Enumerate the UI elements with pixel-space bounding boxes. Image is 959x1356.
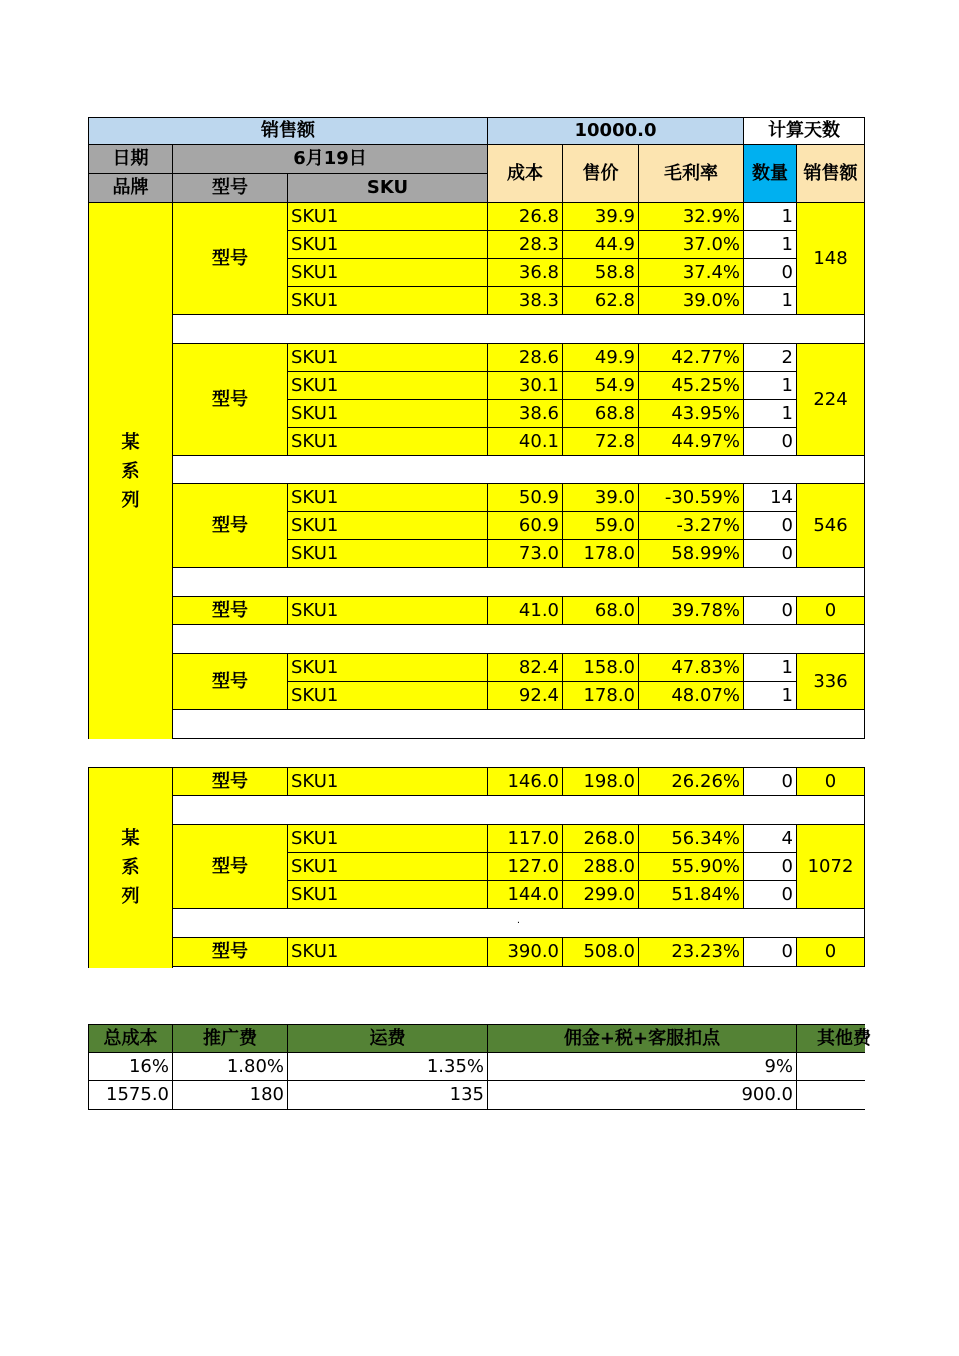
group-sales-cell: 0: [797, 938, 865, 967]
qty-cell[interactable]: 0: [744, 597, 797, 625]
calc-days-header: 计算天数: [744, 117, 865, 145]
margin-cell: -3.27%: [639, 512, 744, 540]
spacer-row: [173, 909, 865, 938]
sku-cell: SKU1: [288, 231, 488, 259]
cost-cell: 41.0: [488, 597, 563, 625]
price-cell: 198.0: [563, 768, 639, 796]
qty-cell[interactable]: 1: [744, 231, 797, 259]
spacer-row: [173, 710, 865, 739]
group-sales-cell: 0: [797, 597, 865, 625]
model-cell: 型号: [173, 768, 288, 796]
qty-cell[interactable]: 1: [744, 287, 797, 315]
cost-cell: 146.0: [488, 768, 563, 796]
cost-cell: 390.0: [488, 938, 563, 967]
summary-rate-cell[interactable]: [797, 1053, 865, 1081]
margin-cell: 43.95%: [639, 400, 744, 428]
group-sales-cell: 224: [797, 344, 865, 456]
qty-cell[interactable]: 14: [744, 484, 797, 512]
summary-rate-cell[interactable]: 1.35%: [288, 1053, 488, 1081]
cost-cell: 73.0: [488, 540, 563, 568]
price-cell: 72.8: [563, 428, 639, 456]
spacer-row: [173, 456, 865, 484]
cost-cell: 30.1: [488, 372, 563, 400]
price-cell: 158.0: [563, 654, 639, 682]
price-cell: 68.0: [563, 597, 639, 625]
spacer-row: [173, 796, 865, 825]
qty-cell[interactable]: 0: [744, 853, 797, 881]
price-cell: 39.0: [563, 484, 639, 512]
sku-cell: SKU1: [288, 597, 488, 625]
price-cell: 299.0: [563, 881, 639, 909]
cost-cell: 28.6: [488, 344, 563, 372]
date-value: 6月19日: [173, 145, 488, 174]
sales-column-header: 销售额: [797, 145, 865, 203]
sku-cell: SKU1: [288, 654, 488, 682]
cost-cell: 28.3: [488, 231, 563, 259]
group-sales-cell: 1072: [797, 825, 865, 909]
qty-cell[interactable]: 0: [744, 428, 797, 456]
price-cell: 44.9: [563, 231, 639, 259]
summary-header-shipping: 运费: [288, 1024, 488, 1053]
price-cell: 178.0: [563, 540, 639, 568]
model-header: 型号: [173, 174, 288, 203]
price-cell: 178.0: [563, 682, 639, 710]
margin-cell: 58.99%: [639, 540, 744, 568]
model-cell: 型号: [173, 654, 288, 710]
sku-cell: SKU1: [288, 484, 488, 512]
summary-header-promotion: 推广费: [173, 1024, 288, 1053]
sku-cell: SKU1: [288, 825, 488, 853]
sku-cell: SKU1: [288, 344, 488, 372]
model-cell: 型号: [173, 597, 288, 625]
cost-cell: 82.4: [488, 654, 563, 682]
group-sales-cell: 0: [797, 768, 865, 796]
summary-amount-cell: 1575.0: [88, 1081, 173, 1110]
margin-cell: 39.0%: [639, 287, 744, 315]
group-sales-cell: 336: [797, 654, 865, 710]
cost-cell: 144.0: [488, 881, 563, 909]
cost-cell: 38.6: [488, 400, 563, 428]
price-cell: 39.9: [563, 203, 639, 231]
cost-header: 成本: [488, 145, 563, 203]
margin-cell: 32.9%: [639, 203, 744, 231]
model-cell: 型号: [173, 203, 288, 315]
price-cell: 508.0: [563, 938, 639, 967]
qty-cell[interactable]: 1: [744, 682, 797, 710]
summary-rate-cell[interactable]: 9%: [488, 1053, 797, 1081]
model-cell: 型号: [173, 825, 288, 909]
spacer-row: [173, 625, 865, 654]
price-cell: 68.8: [563, 400, 639, 428]
group-sales-cell: 546: [797, 484, 865, 568]
sku-cell: SKU1: [288, 428, 488, 456]
model-cell: 型号: [173, 484, 288, 568]
sku-cell: SKU1: [288, 287, 488, 315]
margin-cell: 23.23%: [639, 938, 744, 967]
margin-cell: 51.84%: [639, 881, 744, 909]
qty-cell[interactable]: 4: [744, 825, 797, 853]
margin-cell: 47.83%: [639, 654, 744, 682]
margin-cell: 26.26%: [639, 768, 744, 796]
brand-char: 列: [121, 886, 140, 907]
cost-cell: 127.0: [488, 853, 563, 881]
sku-cell: SKU1: [288, 540, 488, 568]
summary-amount-cell: [797, 1081, 865, 1110]
model-cell: 型号: [173, 938, 288, 967]
summary-header-total-cost: 总成本: [88, 1024, 173, 1053]
cost-cell: 26.8: [488, 203, 563, 231]
qty-cell[interactable]: 2: [744, 344, 797, 372]
date-label: 日期: [88, 145, 173, 174]
price-cell: 54.9: [563, 372, 639, 400]
price-cell: 59.0: [563, 512, 639, 540]
sku-cell: SKU1: [288, 881, 488, 909]
margin-cell: 55.90%: [639, 853, 744, 881]
margin-cell: 44.97%: [639, 428, 744, 456]
model-cell: 型号: [173, 344, 288, 456]
price-cell: 288.0: [563, 853, 639, 881]
price-cell: 58.8: [563, 259, 639, 287]
spacer-row: [173, 315, 865, 344]
qty-cell[interactable]: 0: [744, 938, 797, 967]
sku-header: SKU: [288, 174, 488, 203]
price-cell: 268.0: [563, 825, 639, 853]
brand-char: 列: [121, 489, 140, 511]
summary-amount-cell: 180: [173, 1081, 288, 1110]
margin-cell: 48.07%: [639, 682, 744, 710]
qty-cell[interactable]: 1: [744, 372, 797, 400]
sku-cell: SKU1: [288, 853, 488, 881]
sku-cell: SKU1: [288, 372, 488, 400]
margin-cell: 39.78%: [639, 597, 744, 625]
brand-series-cell: [88, 203, 173, 739]
summary-rate-cell[interactable]: 16%: [88, 1053, 173, 1081]
qty-cell[interactable]: 0: [744, 512, 797, 540]
qty-cell[interactable]: 1: [744, 203, 797, 231]
qty-cell[interactable]: 0: [744, 881, 797, 909]
price-cell: 62.8: [563, 287, 639, 315]
brand-char: 某: [121, 828, 140, 849]
spacer-row: [173, 568, 865, 597]
margin-cell: 45.25%: [639, 372, 744, 400]
margin-cell: 37.4%: [639, 259, 744, 287]
sku-cell: SKU1: [288, 512, 488, 540]
cost-cell: 36.8: [488, 259, 563, 287]
sales-label-header: 销售额: [88, 117, 488, 145]
margin-header: 毛利率: [639, 145, 744, 203]
price-cell: 49.9: [563, 344, 639, 372]
sku-cell: SKU1: [288, 768, 488, 796]
summary-header-other: 其他费: [797, 1024, 865, 1053]
brand-char: 某: [121, 431, 140, 453]
qty-cell[interactable]: 1: [744, 400, 797, 428]
margin-cell: 56.34%: [639, 825, 744, 853]
brand-series-cell: [88, 767, 173, 968]
qty-cell[interactable]: 0: [744, 768, 797, 796]
cost-cell: 40.1: [488, 428, 563, 456]
summary-header-commission: 佣金+税+客服扣点: [488, 1024, 797, 1053]
qty-header: 数量: [744, 145, 797, 203]
summary-amount-cell: 135: [288, 1081, 488, 1110]
cost-cell: 92.4: [488, 682, 563, 710]
brand-header: 品牌: [88, 174, 173, 203]
sku-cell: SKU1: [288, 259, 488, 287]
margin-cell: 42.77%: [639, 344, 744, 372]
summary-rate-cell[interactable]: 1.80%: [173, 1053, 288, 1081]
sales-total-value: 10000.0: [488, 117, 744, 145]
cost-cell: 50.9: [488, 484, 563, 512]
sku-cell: SKU1: [288, 682, 488, 710]
qty-cell[interactable]: 0: [744, 540, 797, 568]
sku-cell: SKU1: [288, 203, 488, 231]
qty-cell[interactable]: 0: [744, 259, 797, 287]
summary-amount-cell: 900.0: [488, 1081, 797, 1110]
group-sales-cell: 148: [797, 203, 865, 315]
brand-char: 系: [121, 857, 140, 878]
sku-cell: SKU1: [288, 938, 488, 967]
margin-cell: -30.59%: [639, 484, 744, 512]
sku-cell: SKU1: [288, 400, 488, 428]
cost-cell: 60.9: [488, 512, 563, 540]
cost-cell: 38.3: [488, 287, 563, 315]
margin-cell: 37.0%: [639, 231, 744, 259]
qty-cell[interactable]: 1: [744, 654, 797, 682]
brand-char: 系: [121, 460, 140, 482]
price-header: 售价: [563, 145, 639, 203]
stray-mark: ·: [516, 918, 521, 929]
cost-cell: 117.0: [488, 825, 563, 853]
